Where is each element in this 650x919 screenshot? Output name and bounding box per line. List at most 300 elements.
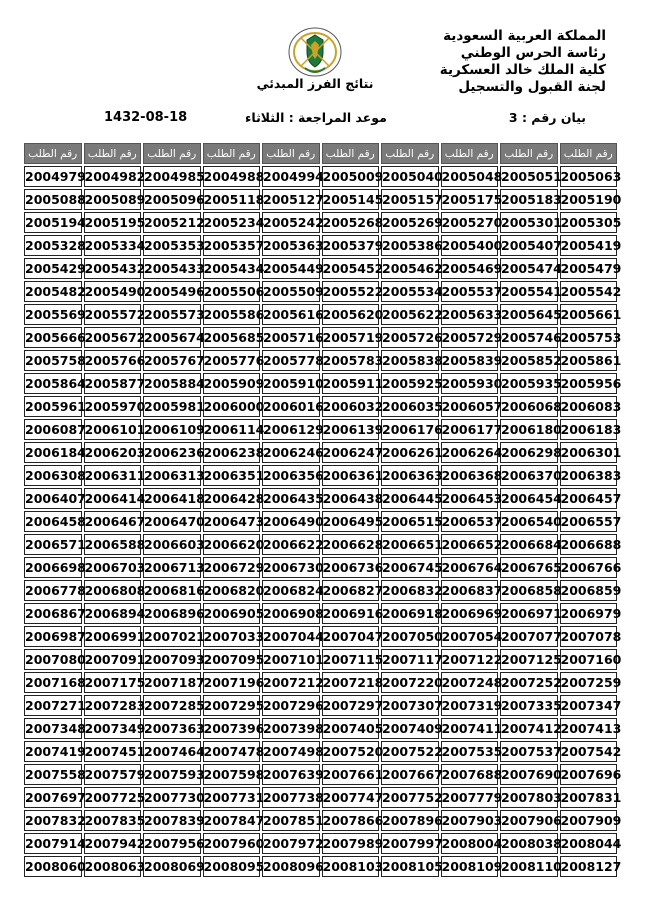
application-number-cell: 2006301 <box>560 442 618 463</box>
application-number-cell: 2006109 <box>143 419 201 440</box>
application-number-cell: 2007903 <box>441 810 499 831</box>
application-number-cell: 2007413 <box>560 718 618 739</box>
table-row <box>24 189 617 210</box>
header-line-college: كلية الملك خالد العسكرية <box>439 62 606 78</box>
application-number-cell: 2007779 <box>441 787 499 808</box>
application-number-cell: 2005452 <box>322 258 380 279</box>
application-number-cell: 2006588 <box>84 534 142 555</box>
results-table <box>22 141 622 879</box>
application-number-cell: 2006894 <box>84 603 142 624</box>
application-number-cell: 2005864 <box>24 373 82 394</box>
application-number-cell: 2007667 <box>381 764 439 785</box>
application-number-cell: 2005400 <box>441 235 499 256</box>
application-number-cell: 2006540 <box>500 511 558 532</box>
application-number-cell: 2008063 <box>84 856 142 877</box>
table-row <box>24 718 617 739</box>
application-number-cell: 2007259 <box>560 672 618 693</box>
application-number-cell: 2005469 <box>441 258 499 279</box>
application-number-cell: 2006383 <box>560 465 618 486</box>
application-number-cell: 2007349 <box>84 718 142 739</box>
header-line-committee: لجنة القبول والتسجيل <box>458 79 606 95</box>
application-number-cell: 2007688 <box>441 764 499 785</box>
application-number-cell: 2007248 <box>441 672 499 693</box>
application-number-cell: 2007054 <box>441 626 499 647</box>
application-number-cell: 2005449 <box>262 258 320 279</box>
application-number-cell: 2005379 <box>322 235 380 256</box>
application-number-cell: 2007731 <box>203 787 261 808</box>
application-number-cell: 2006908 <box>262 603 320 624</box>
application-number-cell: 2007866 <box>322 810 380 831</box>
application-number-cell: 2006859 <box>560 580 618 601</box>
application-number-cell: 2007363 <box>143 718 201 739</box>
application-number-cell: 2007851 <box>262 810 320 831</box>
table-row <box>24 419 617 440</box>
table-header-row <box>24 143 617 164</box>
application-number-cell: 2007972 <box>262 833 320 854</box>
application-number-cell: 2006368 <box>441 465 499 486</box>
application-number-cell: 2006515 <box>381 511 439 532</box>
application-number-cell: 2008044 <box>560 833 618 854</box>
table-row <box>24 764 617 785</box>
application-number-cell: 2005925 <box>381 373 439 394</box>
application-number-cell: 2005666 <box>24 327 82 348</box>
application-number-cell: 2007520 <box>322 741 380 762</box>
application-number-cell: 2005767 <box>143 350 201 371</box>
application-number-cell: 2007558 <box>24 764 82 785</box>
application-number-cell: 2005009 <box>322 166 380 187</box>
application-number-cell: 2007307 <box>381 695 439 716</box>
application-number-cell: 2008127 <box>560 856 618 877</box>
application-number-cell: 2007252 <box>500 672 558 693</box>
application-number-cell: 2005357 <box>203 235 261 256</box>
application-number-cell: 2005301 <box>500 212 558 233</box>
application-number-cell: 2005766 <box>84 350 142 371</box>
column-header: رقم الطلب <box>262 143 320 164</box>
application-number-cell: 2005157 <box>381 189 439 210</box>
application-number-cell: 2005127 <box>262 189 320 210</box>
column-header: رقم الطلب <box>441 143 499 164</box>
application-number-cell: 2004988 <box>203 166 261 187</box>
application-number-cell: 2006603 <box>143 534 201 555</box>
application-number-cell: 2007297 <box>322 695 380 716</box>
application-number-cell: 2005537 <box>441 281 499 302</box>
info-row <box>0 110 650 128</box>
application-number-cell: 2005542 <box>560 281 618 302</box>
application-number-cell: 2005089 <box>84 189 142 210</box>
application-number-cell: 2007115 <box>322 649 380 670</box>
table-row <box>24 442 617 463</box>
table-row <box>24 580 617 601</box>
application-number-cell: 2005096 <box>143 189 201 210</box>
application-number-cell: 2005645 <box>500 304 558 325</box>
header-line-guard: رئاسة الحرس الوطني <box>460 45 606 61</box>
application-number-cell: 2005118 <box>203 189 261 210</box>
application-number-cell: 2006176 <box>381 419 439 440</box>
table-row <box>24 833 617 854</box>
application-number-cell: 2006298 <box>500 442 558 463</box>
application-number-cell: 2007220 <box>381 672 439 693</box>
application-number-cell: 2006057 <box>441 396 499 417</box>
application-number-cell: 2007730 <box>143 787 201 808</box>
application-number-cell: 2005884 <box>143 373 201 394</box>
application-number-cell: 2006363 <box>381 465 439 486</box>
application-number-cell: 2007044 <box>262 626 320 647</box>
application-number-cell: 2007419 <box>24 741 82 762</box>
application-number-cell: 2006730 <box>262 557 320 578</box>
application-number-cell: 2005175 <box>441 189 499 210</box>
application-number-cell: 2007832 <box>24 810 82 831</box>
application-number-cell: 2005063 <box>560 166 618 187</box>
column-header: رقم الطلب <box>24 143 82 164</box>
application-number-cell: 2005572 <box>84 304 142 325</box>
review-date-label: موعد المراجعة : الثلاثاء <box>245 110 387 125</box>
application-number-cell: 2007752 <box>381 787 439 808</box>
application-number-cell: 2007411 <box>441 718 499 739</box>
application-number-cell: 2007078 <box>560 626 618 647</box>
application-number-cell: 2007412 <box>500 718 558 739</box>
application-number-cell: 2005753 <box>560 327 618 348</box>
application-number-cell: 2005212 <box>143 212 201 233</box>
application-number-cell: 2006457 <box>560 488 618 509</box>
application-number-cell: 2007725 <box>84 787 142 808</box>
application-number-cell: 2007942 <box>84 833 142 854</box>
application-number-cell: 2005961 <box>24 396 82 417</box>
application-number-cell: 2005194 <box>24 212 82 233</box>
application-number-cell: 2006765 <box>500 557 558 578</box>
application-number-cell: 2007405 <box>322 718 380 739</box>
application-number-cell: 2006816 <box>143 580 201 601</box>
table-row <box>24 856 617 877</box>
application-number-cell: 2006183 <box>560 419 618 440</box>
application-number-cell: 2006032 <box>322 396 380 417</box>
application-number-cell: 2006351 <box>203 465 261 486</box>
application-number-cell: 2006470 <box>143 511 201 532</box>
application-number-cell: 2006824 <box>262 580 320 601</box>
application-number-cell: 2006896 <box>143 603 201 624</box>
application-number-cell: 2006435 <box>262 488 320 509</box>
application-number-cell: 2006311 <box>84 465 142 486</box>
application-number-cell: 2007021 <box>143 626 201 647</box>
results-title: نتائج الفرز المبدئي <box>256 76 374 91</box>
application-number-cell: 2008096 <box>262 856 320 877</box>
application-number-cell: 2005051 <box>500 166 558 187</box>
application-number-cell: 2006087 <box>24 419 82 440</box>
application-number-cell: 2007989 <box>322 833 380 854</box>
table-row <box>24 396 617 417</box>
application-number-cell: 2005981 <box>143 396 201 417</box>
application-number-cell: 2005434 <box>203 258 261 279</box>
application-number-cell: 2007285 <box>143 695 201 716</box>
application-number-cell: 2006184 <box>24 442 82 463</box>
application-number-cell: 2006418 <box>143 488 201 509</box>
application-number-cell: 2005088 <box>24 189 82 210</box>
application-number-cell: 2007639 <box>262 764 320 785</box>
application-number-cell: 2007960 <box>203 833 261 854</box>
application-number-cell: 2006703 <box>84 557 142 578</box>
application-number-cell: 2007047 <box>322 626 380 647</box>
application-number-cell: 2006139 <box>322 419 380 440</box>
application-number-cell: 2007697 <box>24 787 82 808</box>
column-header: رقم الطلب <box>560 143 618 164</box>
application-number-cell: 2007196 <box>203 672 261 693</box>
application-number-cell: 2005462 <box>381 258 439 279</box>
application-number-cell: 2008038 <box>500 833 558 854</box>
application-number-cell: 2005145 <box>322 189 380 210</box>
application-number-cell: 2007579 <box>84 764 142 785</box>
application-number-cell: 2007271 <box>24 695 82 716</box>
application-number-cell: 2006808 <box>84 580 142 601</box>
application-number-cell: 2005040 <box>381 166 439 187</box>
table-row <box>24 672 617 693</box>
application-number-cell: 2007747 <box>322 787 380 808</box>
application-number-cell: 2007498 <box>262 741 320 762</box>
application-number-cell: 2007296 <box>262 695 320 716</box>
application-number-cell: 2005506 <box>203 281 261 302</box>
application-number-cell: 2007831 <box>560 787 618 808</box>
application-number-cell: 2005479 <box>560 258 618 279</box>
application-number-cell: 2006537 <box>441 511 499 532</box>
application-number-cell: 2007319 <box>441 695 499 716</box>
application-number-cell: 2005716 <box>262 327 320 348</box>
application-number-cell: 2006473 <box>203 511 261 532</box>
application-number-cell: 2006361 <box>322 465 380 486</box>
application-number-cell: 2006652 <box>441 534 499 555</box>
organization-header <box>436 28 606 96</box>
table-row <box>24 511 617 532</box>
application-number-cell: 2005877 <box>84 373 142 394</box>
application-number-cell: 2005433 <box>143 258 201 279</box>
application-number-cell: 2005622 <box>381 304 439 325</box>
application-number-cell: 2004985 <box>143 166 201 187</box>
application-number-cell: 2005620 <box>322 304 380 325</box>
application-number-cell: 2005541 <box>500 281 558 302</box>
table-row <box>24 304 617 325</box>
application-number-cell: 2006068 <box>500 396 558 417</box>
application-number-cell: 2005935 <box>500 373 558 394</box>
application-number-cell: 2005861 <box>560 350 618 371</box>
application-number-cell: 2005496 <box>143 281 201 302</box>
application-number-cell: 2007409 <box>381 718 439 739</box>
application-number-cell: 2006991 <box>84 626 142 647</box>
application-number-cell: 2006969 <box>441 603 499 624</box>
application-number-cell: 2007839 <box>143 810 201 831</box>
application-number-cell: 2005190 <box>560 189 618 210</box>
application-number-cell: 2006622 <box>262 534 320 555</box>
application-number-cell: 2006764 <box>441 557 499 578</box>
table-body <box>24 166 622 877</box>
column-header: رقم الطلب <box>322 143 380 164</box>
application-number-cell: 2007398 <box>262 718 320 739</box>
column-header: رقم الطلب <box>84 143 142 164</box>
application-number-cell: 2006458 <box>24 511 82 532</box>
application-number-cell: 2006454 <box>500 488 558 509</box>
application-number-cell: 2005911 <box>322 373 380 394</box>
application-number-cell: 2007122 <box>441 649 499 670</box>
application-number-cell: 2005758 <box>24 350 82 371</box>
application-number-cell: 2005048 <box>441 166 499 187</box>
application-number-cell: 2007914 <box>24 833 82 854</box>
application-number-cell: 2005429 <box>24 258 82 279</box>
application-number-cell: 2005852 <box>500 350 558 371</box>
application-number-cell: 2005776 <box>203 350 261 371</box>
application-number-cell: 2005910 <box>262 373 320 394</box>
application-number-cell: 2005268 <box>322 212 380 233</box>
table-row <box>24 787 617 808</box>
table-row <box>24 212 617 233</box>
application-number-cell: 2006713 <box>143 557 201 578</box>
application-number-cell: 2006766 <box>560 557 618 578</box>
application-number-cell: 2006453 <box>441 488 499 509</box>
application-number-cell: 2005661 <box>560 304 618 325</box>
application-number-cell: 2005970 <box>84 396 142 417</box>
application-number-cell: 2006129 <box>262 419 320 440</box>
application-number-cell: 2006438 <box>322 488 380 509</box>
table-row <box>24 281 617 302</box>
application-number-cell: 2008110 <box>500 856 558 877</box>
header-line-kingdom: المملكة العربية السعودية <box>443 28 606 44</box>
application-number-cell: 2005183 <box>500 189 558 210</box>
application-number-cell: 2006971 <box>500 603 558 624</box>
application-number-cell: 2006918 <box>381 603 439 624</box>
application-number-cell: 2006177 <box>441 419 499 440</box>
application-number-cell: 2007803 <box>500 787 558 808</box>
table-row <box>24 649 617 670</box>
application-number-cell: 2007077 <box>500 626 558 647</box>
application-number-cell: 2007542 <box>560 741 618 762</box>
application-number-cell: 2005838 <box>381 350 439 371</box>
application-number-cell: 2005269 <box>381 212 439 233</box>
application-number-cell: 2008095 <box>203 856 261 877</box>
application-number-cell: 2006356 <box>262 465 320 486</box>
application-number-cell: 2006495 <box>322 511 380 532</box>
application-number-cell: 2007535 <box>441 741 499 762</box>
application-number-cell: 2006987 <box>24 626 82 647</box>
application-number-cell: 2006837 <box>441 580 499 601</box>
application-number-cell: 2006236 <box>143 442 201 463</box>
application-number-cell: 2005746 <box>500 327 558 348</box>
application-number-cell: 2005363 <box>262 235 320 256</box>
application-number-cell: 2005672 <box>84 327 142 348</box>
application-number-cell: 2006000 <box>203 396 261 417</box>
application-number-cell: 2005195 <box>84 212 142 233</box>
statement-number: بيان رقم : 3 <box>508 110 586 125</box>
application-number-cell: 2007537 <box>500 741 558 762</box>
application-number-cell: 2006035 <box>381 396 439 417</box>
application-number-cell: 2005328 <box>24 235 82 256</box>
application-number-cell: 2005234 <box>203 212 261 233</box>
application-number-cell: 2007696 <box>560 764 618 785</box>
application-number-cell: 2007835 <box>84 810 142 831</box>
application-number-cell: 2005522 <box>322 281 380 302</box>
hijri-date: 1432-08-18 <box>104 110 188 125</box>
table-row <box>24 350 617 371</box>
application-number-cell: 2005534 <box>381 281 439 302</box>
table-row <box>24 741 617 762</box>
application-number-cell: 2006620 <box>203 534 261 555</box>
application-number-cell: 2005930 <box>441 373 499 394</box>
application-number-cell: 2005407 <box>500 235 558 256</box>
column-header: رقم الطلب <box>381 143 439 164</box>
application-number-cell: 2006428 <box>203 488 261 509</box>
application-number-cell: 2007690 <box>500 764 558 785</box>
application-number-cell: 2007125 <box>500 649 558 670</box>
application-number-cell: 2006832 <box>381 580 439 601</box>
application-number-cell: 2005242 <box>262 212 320 233</box>
application-number-cell: 2005839 <box>441 350 499 371</box>
application-number-cell: 2006313 <box>143 465 201 486</box>
application-number-cell: 2005783 <box>322 350 380 371</box>
application-number-cell: 2006651 <box>381 534 439 555</box>
application-number-cell: 2005432 <box>84 258 142 279</box>
application-number-cell: 2006016 <box>262 396 320 417</box>
application-number-cell: 2007175 <box>84 672 142 693</box>
application-number-cell: 2007033 <box>203 626 261 647</box>
application-number-cell: 2006467 <box>84 511 142 532</box>
application-number-cell: 2006745 <box>381 557 439 578</box>
table-row <box>24 626 617 647</box>
application-number-cell: 2004979 <box>24 166 82 187</box>
application-number-cell: 2006247 <box>322 442 380 463</box>
application-number-cell: 2006905 <box>203 603 261 624</box>
application-number-cell: 2006820 <box>203 580 261 601</box>
application-number-cell: 2005386 <box>381 235 439 256</box>
table-row <box>24 465 617 486</box>
application-number-cell: 2006180 <box>500 419 558 440</box>
application-number-cell: 2007997 <box>381 833 439 854</box>
table-row <box>24 603 617 624</box>
application-number-cell: 2005729 <box>441 327 499 348</box>
application-number-cell: 2007050 <box>381 626 439 647</box>
application-number-cell: 2007847 <box>203 810 261 831</box>
application-number-cell: 2005573 <box>143 304 201 325</box>
application-number-cell: 2007909 <box>560 810 618 831</box>
application-number-cell: 2007283 <box>84 695 142 716</box>
column-header: رقم الطلب <box>143 143 201 164</box>
application-number-cell: 2006867 <box>24 603 82 624</box>
application-number-cell: 2007598 <box>203 764 261 785</box>
application-number-cell: 2007335 <box>500 695 558 716</box>
application-number-cell: 2006698 <box>24 557 82 578</box>
application-number-cell: 2005490 <box>84 281 142 302</box>
application-number-cell: 2005778 <box>262 350 320 371</box>
application-number-cell: 2006414 <box>84 488 142 509</box>
application-number-cell: 2006778 <box>24 580 82 601</box>
application-number-cell: 2006736 <box>322 557 380 578</box>
application-number-cell: 2006370 <box>500 465 558 486</box>
application-number-cell: 2005674 <box>143 327 201 348</box>
application-number-cell: 2007187 <box>143 672 201 693</box>
application-number-cell: 2005633 <box>441 304 499 325</box>
application-number-cell: 2008069 <box>143 856 201 877</box>
application-number-cell: 2005685 <box>203 327 261 348</box>
application-number-cell: 2007593 <box>143 764 201 785</box>
application-number-cell: 2007906 <box>500 810 558 831</box>
application-number-cell: 2005726 <box>381 327 439 348</box>
application-number-cell: 2006688 <box>560 534 618 555</box>
table-row <box>24 557 617 578</box>
application-number-cell: 2005569 <box>24 304 82 325</box>
application-number-cell: 2006261 <box>381 442 439 463</box>
application-number-cell: 2006858 <box>500 580 558 601</box>
application-number-cell: 2007117 <box>381 649 439 670</box>
table-row <box>24 373 617 394</box>
application-number-cell: 2008004 <box>441 833 499 854</box>
application-number-cell: 2007396 <box>203 718 261 739</box>
application-number-cell: 2005719 <box>322 327 380 348</box>
application-number-cell: 2007218 <box>322 672 380 693</box>
application-number-cell: 2006238 <box>203 442 261 463</box>
application-number-cell: 2004982 <box>84 166 142 187</box>
